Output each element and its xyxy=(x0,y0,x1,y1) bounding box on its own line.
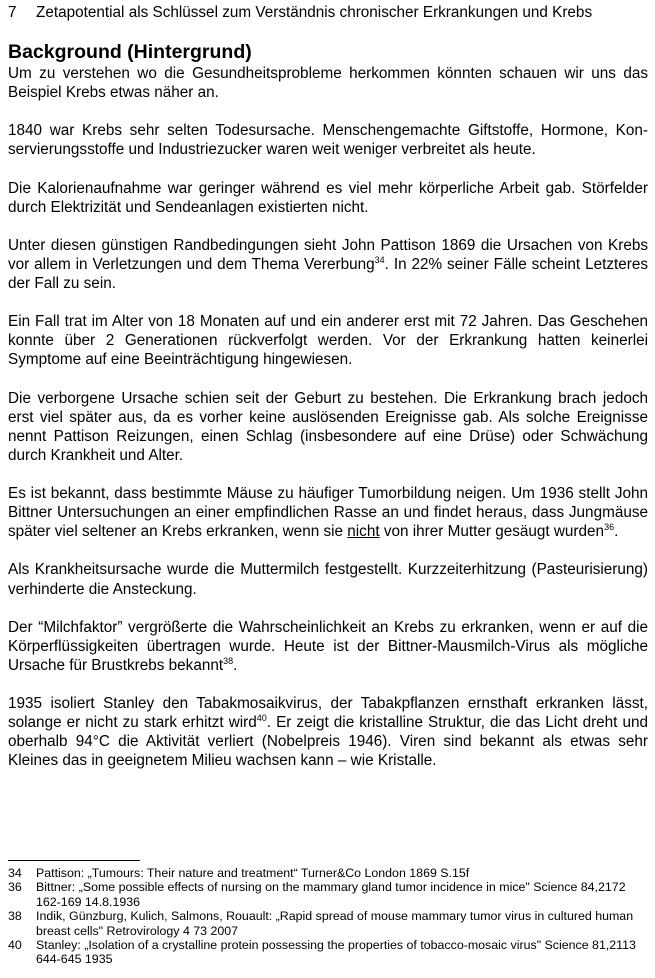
paragraph-6: Die verborgene Ursache schien seit der Geburt zu bestehen. Die Erkrankung brach jedoch erst viel später aus, da es vorher keine auslösenden Ereignisse gab. Als solche Ereignisse nennt Pattison Reizungen, einen Schlag (insbesondere auf eine Drüse) oder Schwächung durch Krankheit und Alter. xyxy=(8,389,648,464)
paragraph-2: 1840 war Krebs sehr selten Todesursache. Menschengemachte Giftstoffe, Hormone, Konservierungsstoffe und Industriezucker waren weit weniger verbreitet als heute. xyxy=(8,122,648,159)
footnote-separator xyxy=(8,860,140,861)
footnote-ref-36[interactable]: 36 xyxy=(604,522,615,533)
paragraph-7-text-c: . xyxy=(614,523,619,541)
footnote-number: 34 xyxy=(8,866,22,880)
footnote-ref-34[interactable]: 34 xyxy=(374,254,385,265)
paragraph-4 xyxy=(8,236,648,293)
paragraph-7-text-b: von ihrer Mutter gesäugt wurden xyxy=(379,523,605,541)
paragraph-8: Als Krankheitsursache wurde die Muttermilch festgestellt. Kurzzeiterhitzung (Pasteurisierung) verhinderte die Ansteckung. xyxy=(8,561,648,598)
page-number: 7 xyxy=(8,4,17,21)
paragraph-10-text-b: . Er zeigt die kristalline Struktur, die das Licht dreht und oberhalb 94°C die Aktivität verliert (Nobelpreis 1946). Viren sind bekannt als etwas sehr Kleines das in geeignetem Milieu wachsen kann – wie Kristalle. xyxy=(8,714,649,770)
paragraph-4-text-a: Unter diesen günstigen Randbedingungen sieht John Pattison 1869 die Ursachen von Krebs vor allem in Verletzungen und dem Thema Vererbung xyxy=(8,236,648,273)
paragraph-7-text-a: Es ist bekannt, dass bestimmte Mäuse zu häufiger Tumorbildung neigen. Um 1936 stellt John Bittner Untersuchungen an einer empfindlichen Rasse an und findet heraus, dass Jungmäuse später viel seltener an Krebs erkranken, wenn sie xyxy=(8,485,648,541)
running-title: Zetapotential als Schlüssel zum Verständnis chronischer Erkrankungen und Krebs xyxy=(36,4,593,21)
paragraph-5: Ein Fall trat im Alter von 18 Monaten auf und ein anderer erst mit 72 Jahren. Das Geschehen konnte über 2 Generationen rückverfolgt werden. Vor der Erkrankung hatten keinerlei Symptome auf eine Beeinträchtigung hingewiesen. xyxy=(8,313,648,369)
paragraph-10 xyxy=(8,694,648,770)
paragraph-3: Die Kalorienaufnahme war geringer während es viel mehr körperliche Arbeit gab. Störfelder durch Elektrizität und Sendeanlagen existierten nicht. xyxy=(8,179,648,216)
footnotes xyxy=(8,866,648,967)
paragraph-9-text-a: Der “Milchfaktor” vergrößerte die Wahrscheinlichkeit an Krebs zu erkranken, wenn er auf die Körperflüssigkeiten übertragen wurde. Heute ist der Bittner-Mausmilch-Virus als mögliche Ursache für Brustkrebs bekannt xyxy=(8,618,648,674)
paragraph-10-text-a: 1935 isoliert Stanley den Tabakmosaikvirus, der Tabakpflanzen ernsthaft erkranken lässt, solange er nicht zu stark erhitzt wird xyxy=(8,695,648,732)
underlined-word: nicht xyxy=(347,523,380,541)
footnote-text: Stanley: „Isolation of a crystalline protein possessing the properties of tobacco-mosaic virus" Science 81,2113 644-645 1935 xyxy=(36,938,636,967)
running-header xyxy=(8,3,592,22)
footnote-40 xyxy=(8,938,648,967)
paragraph-9-text-b: . xyxy=(233,656,238,674)
footnote-text: Bittner: „Some possible effects of nursing on the mammary gland tumor incidence in mice" Science 84,2172 162-169 14.8.1936 xyxy=(36,880,626,909)
body-text xyxy=(8,64,648,790)
paragraph-7 xyxy=(8,484,648,541)
footnote-number: 36 xyxy=(8,880,22,895)
footnote-number: 40 xyxy=(8,938,22,953)
footnote-38 xyxy=(8,909,648,938)
footnote-34 xyxy=(8,866,648,880)
paragraph-1: Um zu verstehen wo die Gesundheitsprobleme herkommen könnten schauen wir uns das Beispiel Krebs etwas näher an. xyxy=(8,65,648,102)
paragraph-9 xyxy=(8,618,648,675)
paragraph-4-text-b: . In 22% seiner Fälle scheint Letzteres der Fall zu sein. xyxy=(8,255,648,293)
footnote-36 xyxy=(8,880,648,909)
footnote-ref-38[interactable]: 38 xyxy=(223,655,234,666)
footnote-number: 38 xyxy=(8,909,22,924)
footnote-text: Indik, Günzburg, Kulich, Salmons, Rouault: „Rapid spread of mouse mammary tumor virus in cultured human breast cells" Retrovirology 4 73 2007 xyxy=(36,909,634,938)
footnote-ref-40[interactable]: 40 xyxy=(256,713,267,724)
section-title: Background (Hintergrund) xyxy=(8,41,252,63)
footnote-text: Pattison: „Tumours: Their nature and treatment“ Turner&Co London 1869 S.15f xyxy=(36,866,470,880)
